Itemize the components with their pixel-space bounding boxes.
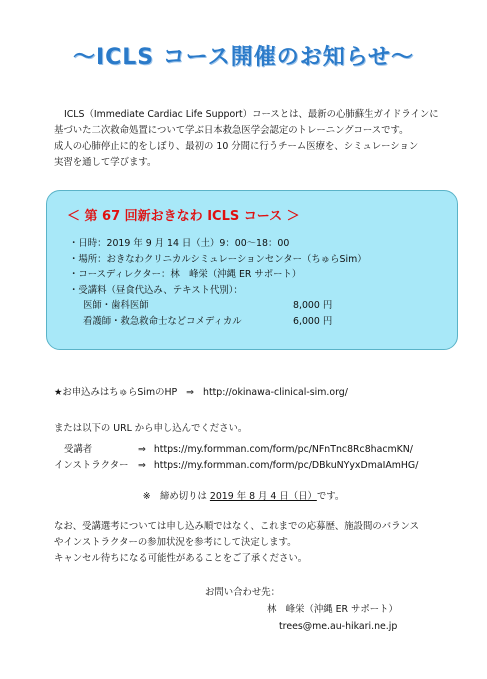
note-line: なお、受講選考については申し込み順ではなく、これまでの応募歴、施設間のバランス: [54, 521, 419, 532]
fee-amount: 8,000 円: [293, 300, 333, 311]
deadline-date: 2019 年 8 月 4 日（日）: [209, 491, 317, 502]
fee-label: 看護師・救急救命士などコメディカル: [83, 315, 242, 327]
intro-paragraph: [54, 107, 454, 171]
deadline-prefix: ※ 締め切りは: [142, 491, 207, 502]
deadline-suffix: です。: [316, 491, 345, 502]
course-title: ＜ 第 67 回新おきなわ ICLS コース ＞: [67, 209, 300, 224]
course-venue: ・場所：おきなわクリニカルシミュレーションセンター（ちゅらSim）: [69, 253, 367, 265]
contact-block: [205, 584, 398, 635]
apply-prefix: ★お申込みはちゅらSimのHP: [54, 387, 178, 398]
intro-line: 成人の心肺停止に的をしぼり、最初の 10 分間に行うチーム医療を、シミュレーション: [54, 141, 419, 152]
apply-line: [54, 384, 348, 398]
form-row-instructor: [54, 458, 418, 474]
fee-amount: 6,000 円: [293, 315, 333, 327]
contact-email[interactable]: trees@me.au-hikari.ne.jp: [279, 621, 398, 632]
course-info-box: [46, 190, 458, 350]
form-label: 受講者: [64, 444, 93, 455]
notes-paragraph: [54, 519, 419, 567]
deadline-line: [0, 488, 487, 502]
form-label: インストラクター: [54, 460, 129, 471]
fee-row-doctor: [69, 298, 367, 314]
arrow-icon: ⇒: [186, 387, 195, 398]
contact-name: 林 峰栄（沖縄 ER サポート）: [267, 604, 398, 615]
course-fee-header: ・受講料（昼食代込み、テキスト代別）：: [69, 284, 243, 296]
contact-header: お問い合わせ先：: [205, 587, 281, 598]
arrow-icon: ⇒: [138, 444, 146, 455]
course-director: ・コースディレクター：林 峰栄（沖縄 ER サポート）: [69, 269, 302, 280]
intro-line: 実習を通して学びます。: [54, 157, 157, 168]
note-line: やインストラクターの参加状況を参考にして決定します。: [54, 537, 297, 548]
fee-label: 医師・歯科医師: [83, 300, 149, 311]
arrow-icon: ⇒: [138, 460, 146, 471]
intro-line: ICLS（Immediate Cardiac Life Support）コースとは、最新の心肺蘇生ガイドラインに: [64, 109, 439, 120]
fee-row-comedical: [69, 314, 367, 330]
page-title: 〜ICLS コース開催のお知らせ〜: [72, 45, 415, 70]
note-line: キャンセル待ちになる可能性があることをご了承ください。: [54, 553, 308, 564]
alt-apply-text: または以下の URL から申し込んでください。: [54, 423, 248, 434]
course-date: ・日時：2019 年 9 月 14 日（土）9：00〜18：00: [69, 238, 290, 249]
instructor-form-link[interactable]: https://my.formman.com/form/pc/DBkuNYyxDmaIAmHG/: [153, 460, 419, 471]
intro-line: 基づいた二次救命処置について学ぶ日本救急医学会認定のトレーニングコースです。: [54, 125, 409, 136]
website-link[interactable]: http://okinawa-clinical-sim.org/: [203, 387, 348, 398]
form-row-participant: [54, 442, 418, 458]
participant-form-link[interactable]: https://my.formman.com/form/pc/NFnTnc8Rc8hacmKN/: [153, 444, 413, 455]
form-links: [54, 421, 418, 474]
course-details: [69, 236, 367, 329]
